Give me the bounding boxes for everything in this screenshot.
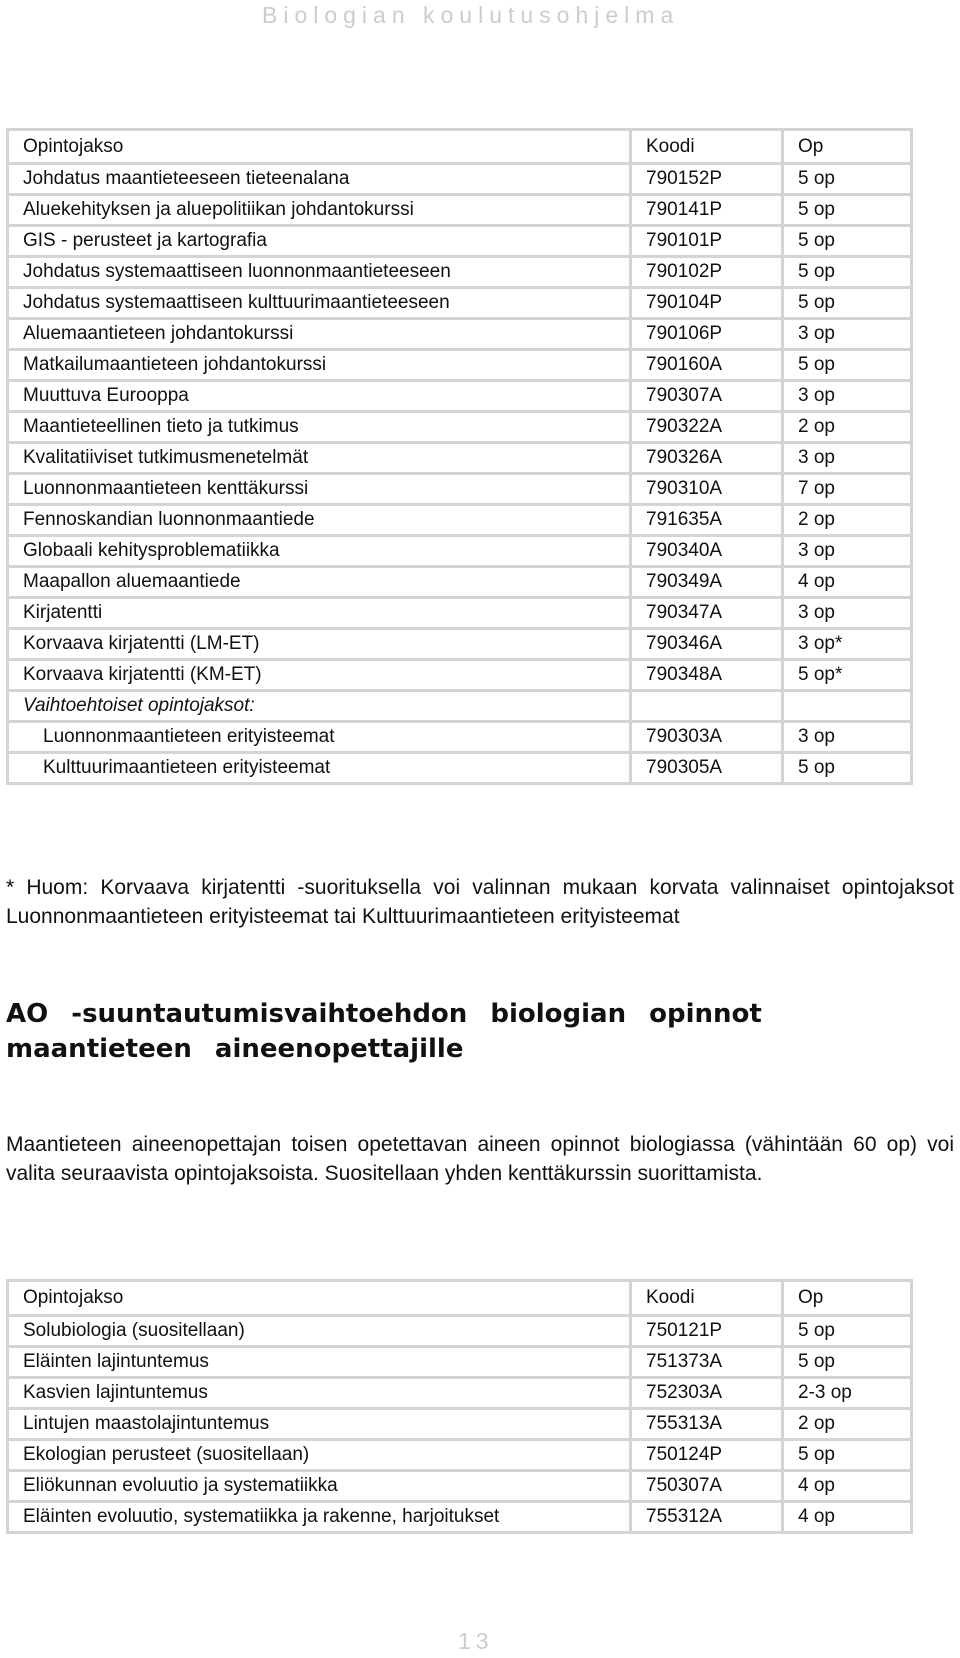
course-code: 790310A xyxy=(631,474,783,505)
course-table-geography xyxy=(6,128,913,785)
course-name: Johdatus maantieteeseen tieteenalana xyxy=(8,164,631,195)
course-credits: 5 op xyxy=(783,195,912,226)
course-name: Johdatus systemaattiseen kulttuurimaantieteeseen xyxy=(8,288,631,319)
table-row xyxy=(8,1502,912,1533)
course-code: 791635A xyxy=(631,505,783,536)
course-code: 750124P xyxy=(631,1440,783,1471)
table-row xyxy=(8,660,912,691)
course-credits: 5 op xyxy=(783,350,912,381)
course-name: Luonnonmaantieteen erityisteemat xyxy=(8,722,631,753)
course-code: 790141P xyxy=(631,195,783,226)
course-code: 790340A xyxy=(631,536,783,567)
course-name: Matkailumaantieteen johdantokurssi xyxy=(8,350,631,381)
course-credits: 3 op xyxy=(783,598,912,629)
table-row xyxy=(8,288,912,319)
table-row xyxy=(8,567,912,598)
table-row xyxy=(8,505,912,536)
table-row xyxy=(8,412,912,443)
course-credits: 5 op xyxy=(783,164,912,195)
empty-cell xyxy=(631,691,783,722)
course-code: 790104P xyxy=(631,288,783,319)
course-code: 790101P xyxy=(631,226,783,257)
running-header: Biologian koulutusohjelma xyxy=(262,2,680,28)
header-credits: Op xyxy=(783,130,912,164)
course-credits: 3 op xyxy=(783,319,912,350)
course-name: Kvalitatiiviset tutkimusmenetelmät xyxy=(8,443,631,474)
table-row xyxy=(8,195,912,226)
course-name: Globaali kehitysproblematiikka xyxy=(8,536,631,567)
course-name: Johdatus systemaattiseen luonnonmaantieteeseen xyxy=(8,257,631,288)
course-code: 750121P xyxy=(631,1316,783,1347)
course-credits: 5 op xyxy=(783,1440,912,1471)
table-row xyxy=(8,474,912,505)
course-name: Maapallon aluemaantiede xyxy=(8,567,631,598)
course-table-biology xyxy=(6,1279,913,1534)
course-name: Aluekehityksen ja aluepolitiikan johdantokurssi xyxy=(8,195,631,226)
course-name: Kulttuurimaantieteen erityisteemat xyxy=(8,753,631,784)
course-name: Kasvien lajintuntemus xyxy=(8,1378,631,1409)
course-code: 790305A xyxy=(631,753,783,784)
course-code: 790152P xyxy=(631,164,783,195)
course-name: GIS - perusteet ja kartografia xyxy=(8,226,631,257)
course-code: 751373A xyxy=(631,1347,783,1378)
course-credits: 5 op xyxy=(783,257,912,288)
course-credits: 2-3 op xyxy=(783,1378,912,1409)
course-credits: 4 op xyxy=(783,1471,912,1502)
course-name: Aluemaantieteen johdantokurssi xyxy=(8,319,631,350)
table-row xyxy=(8,226,912,257)
optional-label-row xyxy=(8,691,912,722)
empty-cell xyxy=(783,691,912,722)
table-row xyxy=(8,629,912,660)
course-name: Lintujen maastolajintuntemus xyxy=(8,1409,631,1440)
course-credits: 3 op xyxy=(783,722,912,753)
table-row xyxy=(8,319,912,350)
course-code: 790106P xyxy=(631,319,783,350)
course-code: 790307A xyxy=(631,381,783,412)
course-credits: 4 op xyxy=(783,567,912,598)
course-name: Maantieteellinen tieto ja tutkimus xyxy=(8,412,631,443)
course-code: 790102P xyxy=(631,257,783,288)
table-row xyxy=(8,1378,912,1409)
course-code: 790346A xyxy=(631,629,783,660)
table-row xyxy=(8,164,912,195)
course-name: Eläinten lajintuntemus xyxy=(8,1347,631,1378)
header-code: Koodi xyxy=(631,1281,783,1316)
table-row xyxy=(8,1347,912,1378)
course-name: Korvaava kirjatentti (KM-ET) xyxy=(8,660,631,691)
table-row xyxy=(8,598,912,629)
course-code: 752303A xyxy=(631,1378,783,1409)
course-credits: 5 op xyxy=(783,753,912,784)
course-credits: 3 op xyxy=(783,536,912,567)
course-name: Ekologian perusteet (suositellaan) xyxy=(8,1440,631,1471)
table-row xyxy=(8,443,912,474)
header-course: Opintojakso xyxy=(8,130,631,164)
course-code: 755313A xyxy=(631,1409,783,1440)
page-number: 13 xyxy=(458,1628,494,1654)
course-name: Luonnonmaantieteen kenttäkurssi xyxy=(8,474,631,505)
intro-paragraph: Maantieteen aineenopettajan toisen opetettavan aineen opinnot biologiassa (vähintään 60 op) voi valita seuraavista opintojaksoista. Suositellaan yhden kenttäkurssin suorittamista. xyxy=(6,1133,954,1185)
table-row xyxy=(8,536,912,567)
course-credits: 2 op xyxy=(783,505,912,536)
course-credits: 2 op xyxy=(783,412,912,443)
header-course: Opintojakso xyxy=(8,1281,631,1316)
course-code: 790348A xyxy=(631,660,783,691)
table-row xyxy=(8,1316,912,1347)
table-header-row xyxy=(8,1281,912,1316)
course-code: 790303A xyxy=(631,722,783,753)
course-credits: 3 op xyxy=(783,443,912,474)
optional-courses-label: Vaihtoehtoiset opintojaksot: xyxy=(8,691,631,722)
course-name: Kirjatentti xyxy=(8,598,631,629)
table-header-row xyxy=(8,130,912,164)
footnote: * Huom: Korvaava kirjatentti -suorituksella voi valinnan mukaan korvata valinnaiset opintojaksot Luonnonmaantieteen erityisteemat tai Kulttuurimaantieteen erityisteemat xyxy=(6,876,954,928)
table-row xyxy=(8,1409,912,1440)
course-code: 790326A xyxy=(631,443,783,474)
course-name: Muuttuva Eurooppa xyxy=(8,381,631,412)
course-credits: 3 op* xyxy=(783,629,912,660)
table-row xyxy=(8,1471,912,1502)
course-name: Eliökunnan evoluutio ja systematiikka xyxy=(8,1471,631,1502)
course-credits: 5 op xyxy=(783,288,912,319)
course-name: Solubiologia (suositellaan) xyxy=(8,1316,631,1347)
course-credits: 7 op xyxy=(783,474,912,505)
course-credits: 5 op* xyxy=(783,660,912,691)
table-row xyxy=(8,350,912,381)
table-row xyxy=(8,257,912,288)
header-credits: Op xyxy=(783,1281,912,1316)
course-name: Fennoskandian luonnonmaantiede xyxy=(8,505,631,536)
course-name: Korvaava kirjatentti (LM-ET) xyxy=(8,629,631,660)
optional-table-row xyxy=(8,753,912,784)
course-credits: 2 op xyxy=(783,1409,912,1440)
course-code: 790322A xyxy=(631,412,783,443)
table-row xyxy=(8,1440,912,1471)
section-heading: AO -suuntautumisvaihtoehdon biologian opinnot maantieteen aineenopettajille xyxy=(6,999,762,1064)
course-credits: 4 op xyxy=(783,1502,912,1533)
table-row xyxy=(8,381,912,412)
header-code: Koodi xyxy=(631,130,783,164)
course-code: 790160A xyxy=(631,350,783,381)
course-code: 790347A xyxy=(631,598,783,629)
course-code: 790349A xyxy=(631,567,783,598)
course-credits: 5 op xyxy=(783,1316,912,1347)
course-credits: 3 op xyxy=(783,381,912,412)
optional-table-row xyxy=(8,722,912,753)
course-credits: 5 op xyxy=(783,1347,912,1378)
course-code: 750307A xyxy=(631,1471,783,1502)
course-code: 755312A xyxy=(631,1502,783,1533)
course-credits: 5 op xyxy=(783,226,912,257)
course-name: Eläinten evoluutio, systematiikka ja rakenne, harjoitukset xyxy=(8,1502,631,1533)
